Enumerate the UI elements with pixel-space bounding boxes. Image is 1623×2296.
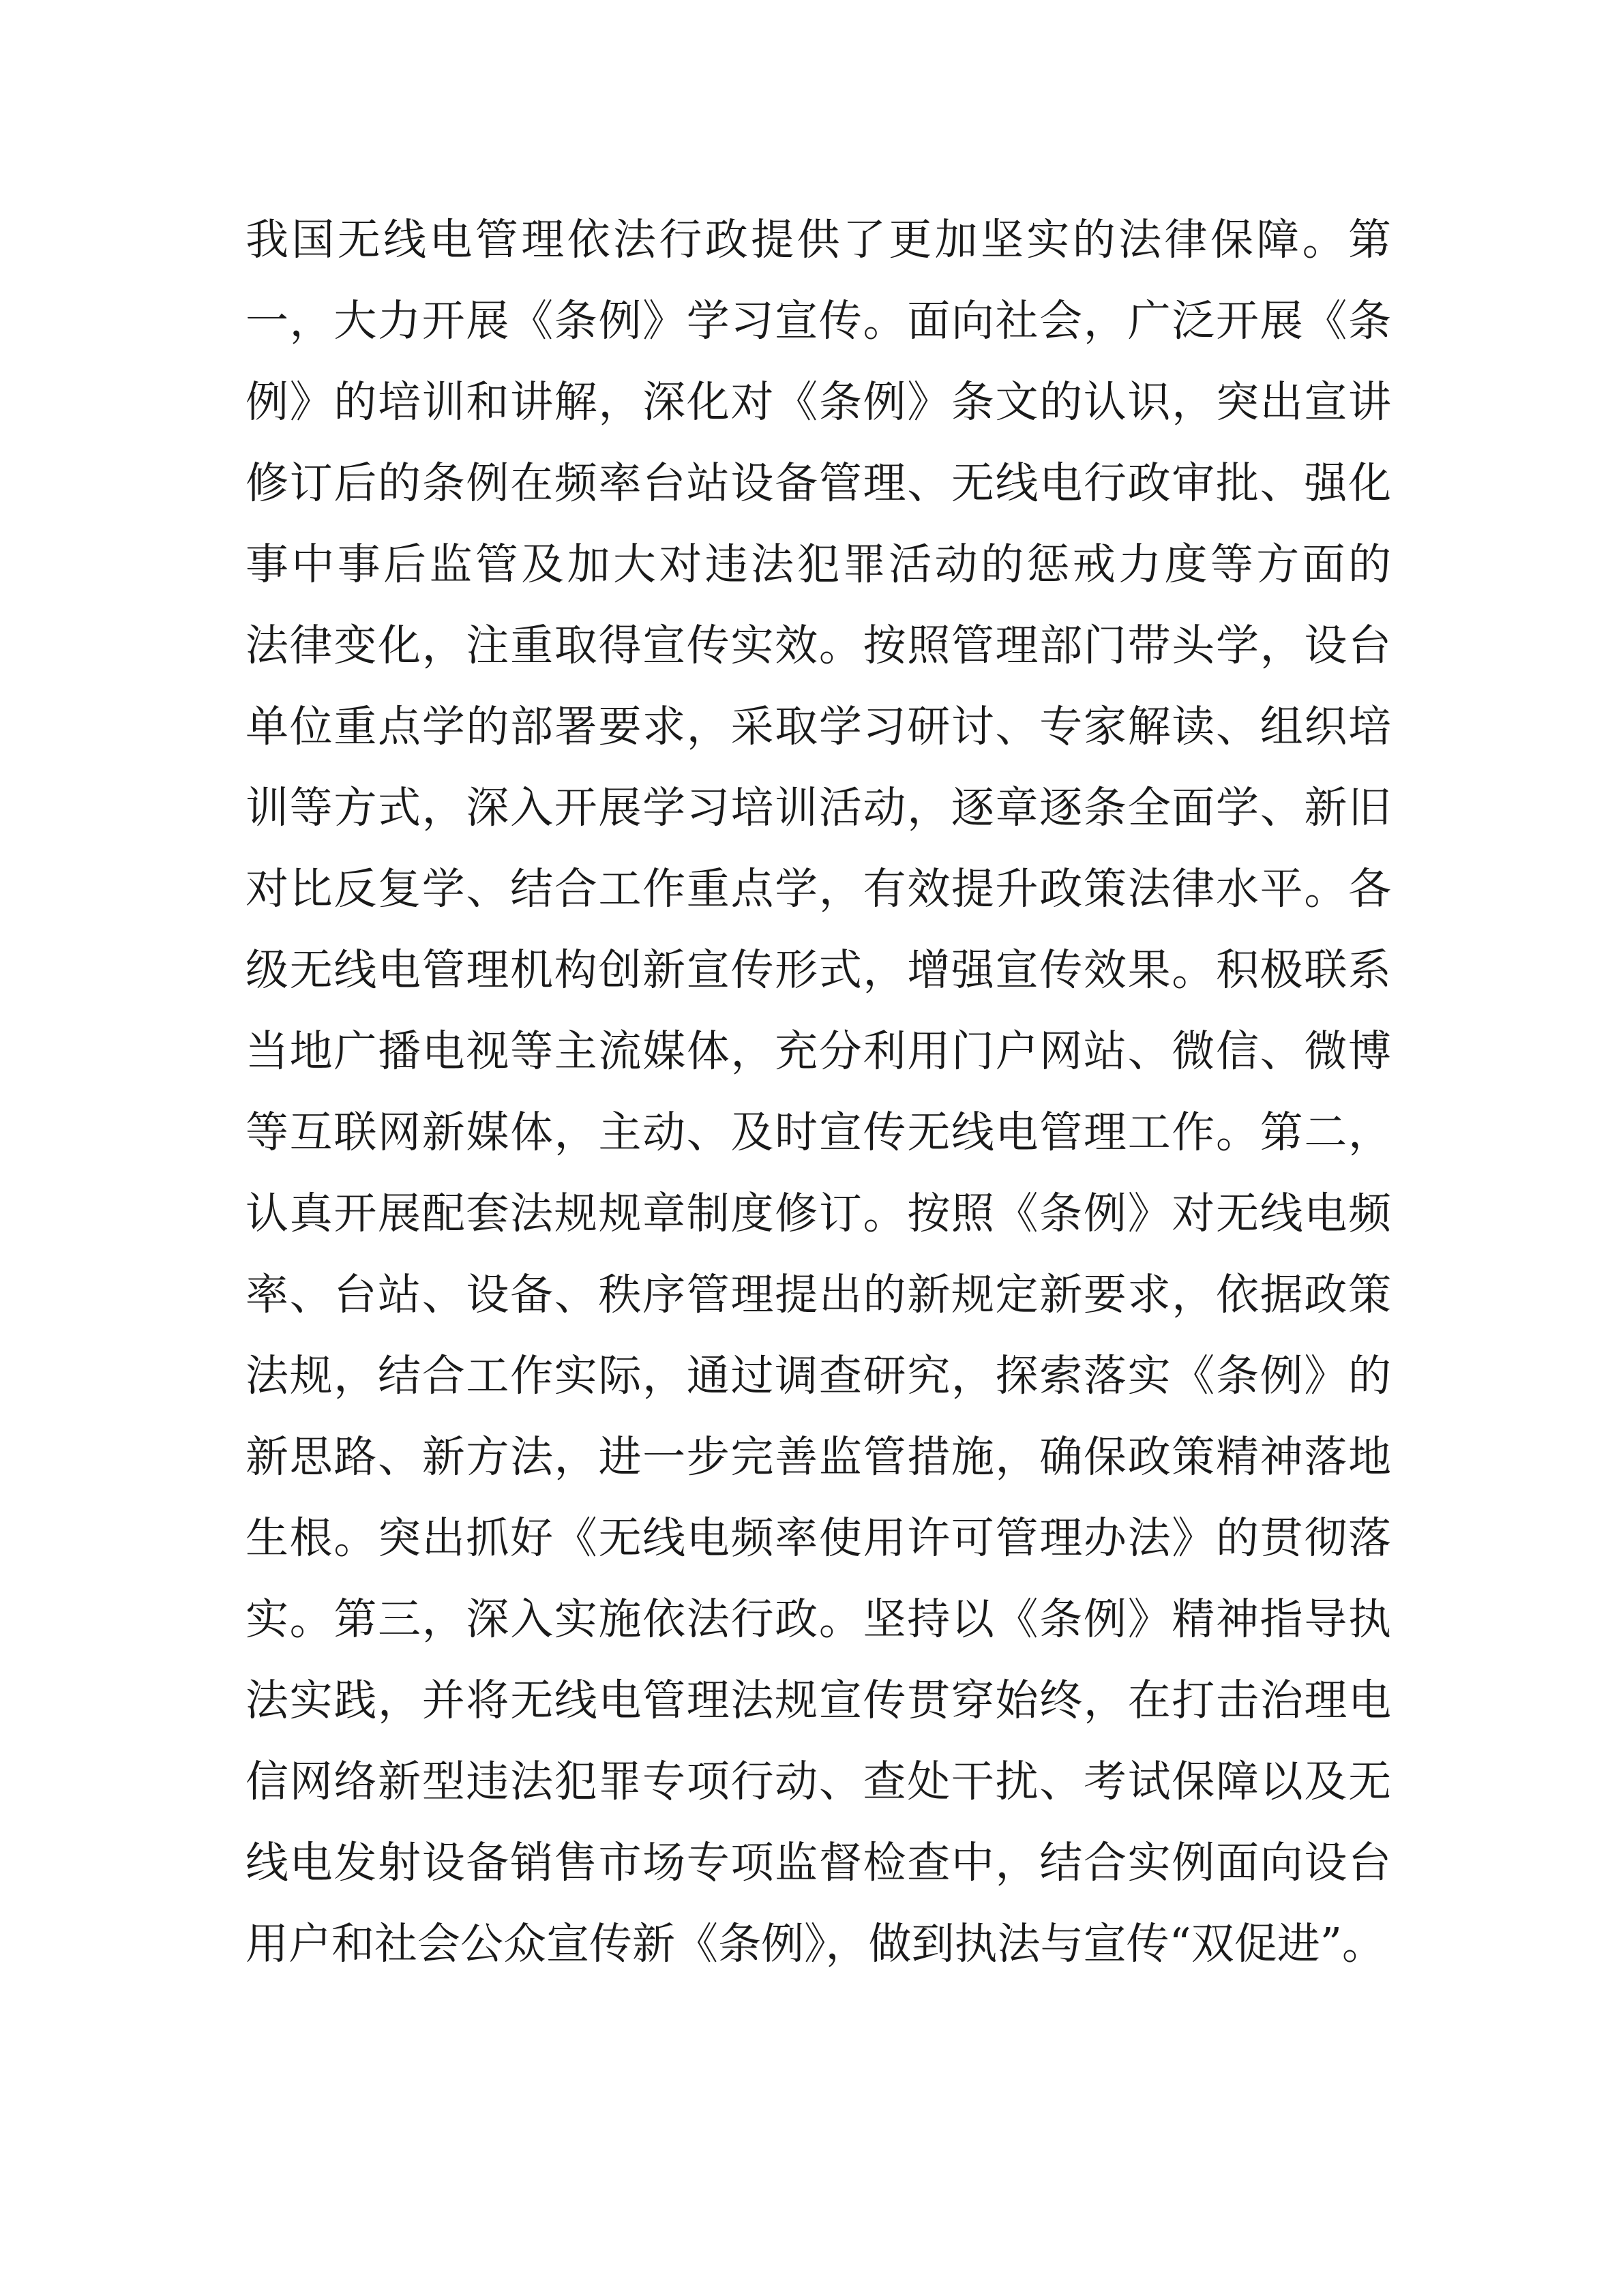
text-line: 级无线电管理机构创新宣传形式，增强宣传效果。积极联系 <box>245 945 1391 995</box>
text-line: 认真开展配套法规规章制度修订。按照《条例》对无线电频 <box>245 1189 1391 1238</box>
text-line: 法实践，并将无线电管理法规宣传贯穿始终，在打击治理电 <box>245 1675 1391 1725</box>
text-line: 线电发射设备销售市场专项监督检查中，结合实例面向设台 <box>245 1838 1391 1888</box>
text-line: 信网络新型违法犯罪专项行动、查处干扰、考试保障以及无 <box>245 1757 1391 1806</box>
text-line: 事中事后监管及加大对违法犯罪活动的惩戒力度等方面的 <box>245 539 1391 589</box>
text-line: 对比反复学、结合工作重点学，有效提升政策法律水平。各 <box>245 864 1391 914</box>
body-paragraph <box>245 199 1391 1984</box>
text-line: 例》的培训和讲解，深化对《条例》条文的认识，突出宣讲 <box>245 377 1391 427</box>
text-line: 生根。突出抓好《无线电频率使用许可管理办法》的贯彻落 <box>245 1513 1391 1563</box>
text-line: 一，大力开展《条例》学习宣传。面向社会，广泛开展《条 <box>245 296 1391 346</box>
text-line: 实。第三，深入实施依法行政。坚持以《条例》精神指导执 <box>245 1594 1391 1644</box>
text-line: 法规，结合工作实际，通过调查研究，探索落实《条例》的 <box>245 1351 1391 1401</box>
text-line: 率、台站、设备、秩序管理提出的新规定新要求，依据政策 <box>245 1270 1391 1320</box>
text-line: 单位重点学的部署要求，采取学习研讨、专家解读、组织培 <box>245 702 1391 751</box>
text-line: 训等方式，深入开展学习培训活动，逐章逐条全面学、新旧 <box>245 783 1391 833</box>
text-line: 当地广播电视等主流媒体，充分利用门户网站、微信、微博 <box>245 1026 1391 1076</box>
text-line: 我国无线电管理依法行政提供了更加坚实的法律保障。第 <box>245 215 1391 265</box>
text-line: 法律变化，注重取得宣传实效。按照管理部门带头学，设台 <box>245 621 1391 670</box>
text-line: 用户和社会公众宣传新《条例》，做到执法与宣传“双促进”。 <box>245 1919 1385 1969</box>
text-line: 等互联网新媒体，主动、及时宣传无线电管理工作。第二， <box>245 1107 1391 1157</box>
text-line: 修订后的条例在频率台站设备管理、无线电行政审批、强化 <box>245 458 1391 508</box>
text-line: 新思路、新方法，进一步完善监管措施，确保政策精神落地 <box>245 1432 1391 1482</box>
